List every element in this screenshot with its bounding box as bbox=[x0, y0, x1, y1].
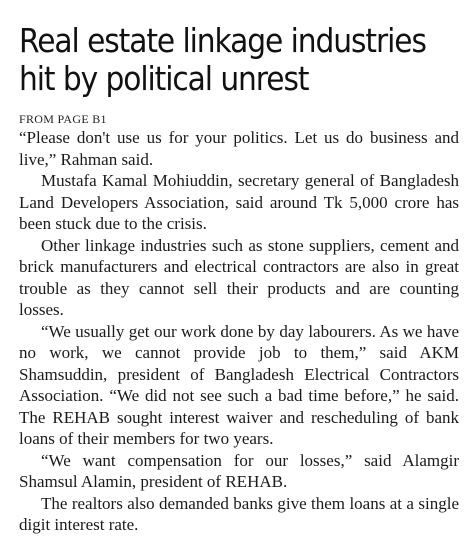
news-article bbox=[19, 0, 459, 536]
paragraph: Other linkage industries such as stone suppliers, cement and brick manufacturers and electrical contractors are also in great trouble as they cannot sell their products and are counting losses. bbox=[19, 235, 459, 319]
headline bbox=[19, 22, 451, 98]
paragraph: “We usually get our work done by day labourers. As we have no work, we cannot provide job to them,” said AKM Shamsuddin, president of Bangladesh Electrical Contractors Association. “We did not see such a bad time before,” he said. The REHAB sought interest waiver and rescheduling of bank loans of their members for two years. bbox=[19, 321, 459, 448]
paragraph: “We want compensation for our losses,” said Alamgir Shamsul Alamin, president of REHAB. bbox=[19, 450, 459, 491]
cropped-previous-text bbox=[19, 0, 459, 6]
continuation-label: FROM PAGE B1 bbox=[19, 112, 107, 126]
paragraph: The realtors also demanded banks give them loans at a single digit interest rate. bbox=[19, 493, 459, 534]
headline-line-1: Real estate linkage industries bbox=[19, 21, 426, 60]
article-body bbox=[19, 127, 459, 536]
headline-line-2: hit by political unrest bbox=[19, 59, 309, 98]
paragraph: “Please don't use us for your politics. Let us do business and live,” Rahman said. bbox=[19, 128, 459, 169]
paragraph: Mustafa Kamal Mohiuddin, secretary general of Bangladesh Land Developers Association, said around Tk 5,000 crore has been stuck due to the crisis. bbox=[19, 171, 459, 233]
